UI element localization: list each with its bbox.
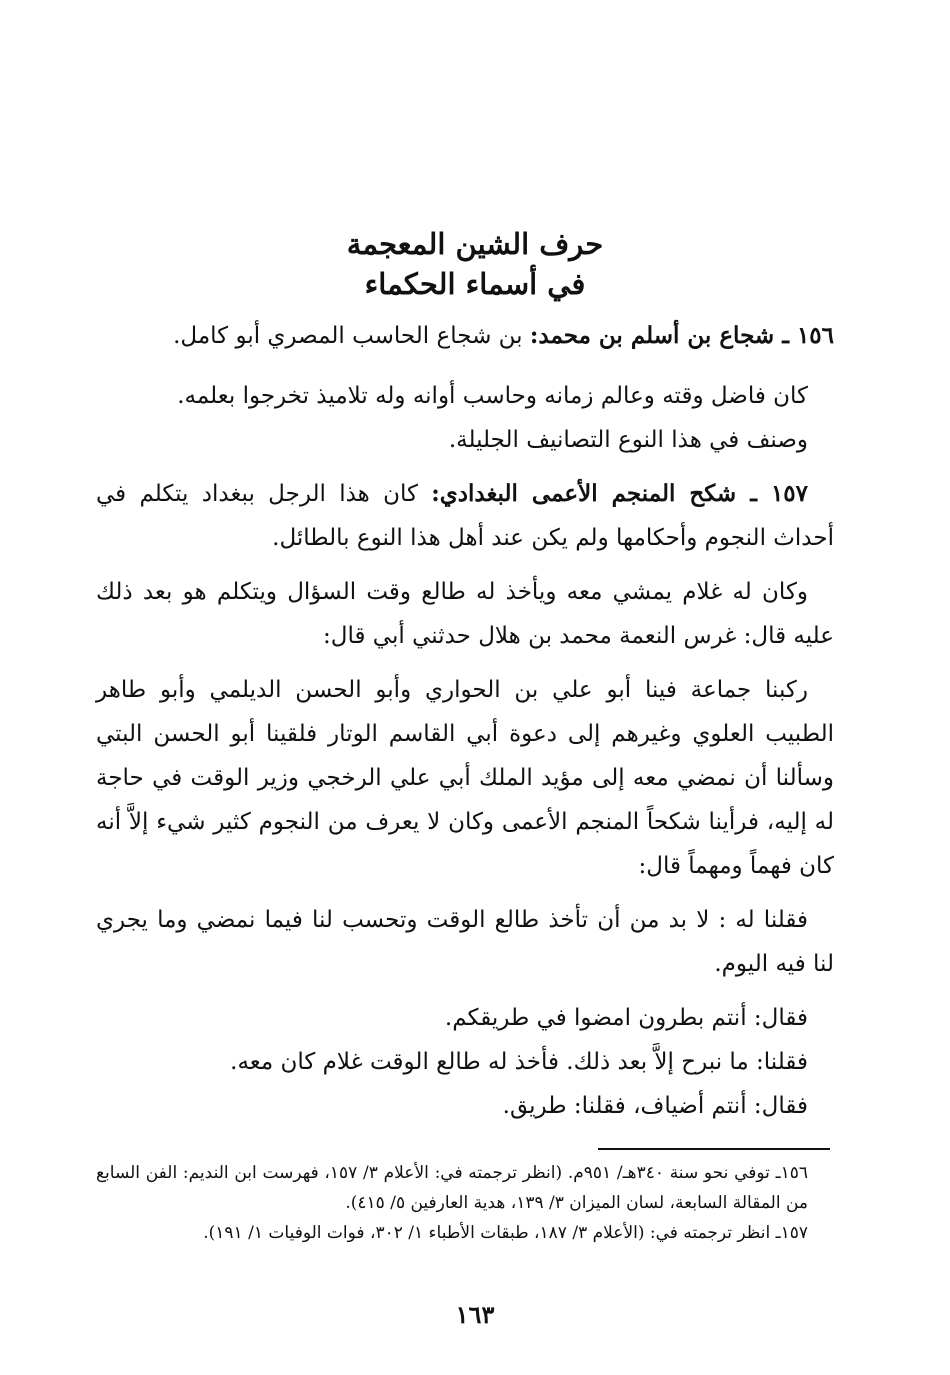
section-heading [0,224,950,304]
entry-157-name: ١٥٧ ـ شكح المنجم الأعمى البغدادي: [431,480,808,507]
footnote-156: ١٥٦ـ توفي نحو سنة ٣٤٠هـ/ ٩٥١م. (انظر ترجمته في: الأعلام ٣/ ١٥٧، فهرست ابن النديم: الفن السابع من المقالة السابعة، لسان الميزان ٣/ ١٣٩، هدية العارفين ٥/ ٤١٥). [96,1163,809,1213]
entry-157-text: كان هذا الرجل ببغداد يتكلم في أحداث النجوم وأحكامها ولم يكن عند أهل هذا النوع بالطائل. [96,481,834,551]
footnote-separator [598,1148,830,1150]
heading-line-1: حرف الشين المعجمة [346,227,604,261]
entry-156-header [96,314,834,358]
entry-156-text: بن شجاع الحاسب المصري أبو كامل. [173,323,530,349]
main-text [96,314,834,1128]
footnotes [96,1158,808,1248]
paragraph: فقال: أنتم بطرون امضوا في طريقكم. [444,1005,808,1031]
entry-156-name: ١٥٦ ـ شجاع بن أسلم بن محمد: [529,322,834,349]
paragraph: فقلنا: ما نبرح إلاَّ بعد ذلك. فأخذ له طالع الوقت غلام كان معه. [230,1049,808,1075]
paragraph: ركبنا جماعة فينا أبو علي بن الحواري وأبو الحسن الديلمي وأبو طاهر الطبيب العلوي وغيرهم إلى دعوة أبي القاسم الوتار فلقينا أبو الحسن البتي وسألنا أن نمضي معه إلى مؤيد الملك أبي علي الرخجي وزير الوقت في حاجة له إليه، فرأينا شكحاً المنجم الأعمى وكان لا يعرف من النجوم كثير شيء إلاَّ أنه كان فهماً ومهماً قال: [96,677,834,879]
heading-line-2: في أسماء الحكماء [364,267,586,301]
paragraph: وكان له غلام يمشي معه ويأخذ له طالع وقت السؤال ويتكلم هو بعد ذلك عليه قال: غرس النعمة محمد بن هلال حدثني أبي قال: [96,579,834,649]
paragraph: فقال: أنتم أضياف، فقلنا: طريق. [502,1093,808,1119]
footnote-157: ١٥٧ـ انظر ترجمته في: (الأعلام ٣/ ١٨٧، طبقات الأطباء ١/ ٣٠٢، فوات الوفيات ١/ ١٩١). [203,1223,808,1243]
paragraph: وصنف في هذا النوع التصانيف الجليلة. [448,427,808,453]
paragraph: كان فاضل وقته وعالم زمانه وحاسب أوانه وله تلاميذ تخرجوا بعلمه. [177,383,808,409]
entry-157-header [96,472,834,560]
paragraph: فقلنا له : لا بد من أن تأخذ طالع الوقت وتحسب لنا فيما نمضي وما يجري لنا فيه اليوم. [96,907,834,977]
page-number: ١٦٣ [455,1300,495,1329]
